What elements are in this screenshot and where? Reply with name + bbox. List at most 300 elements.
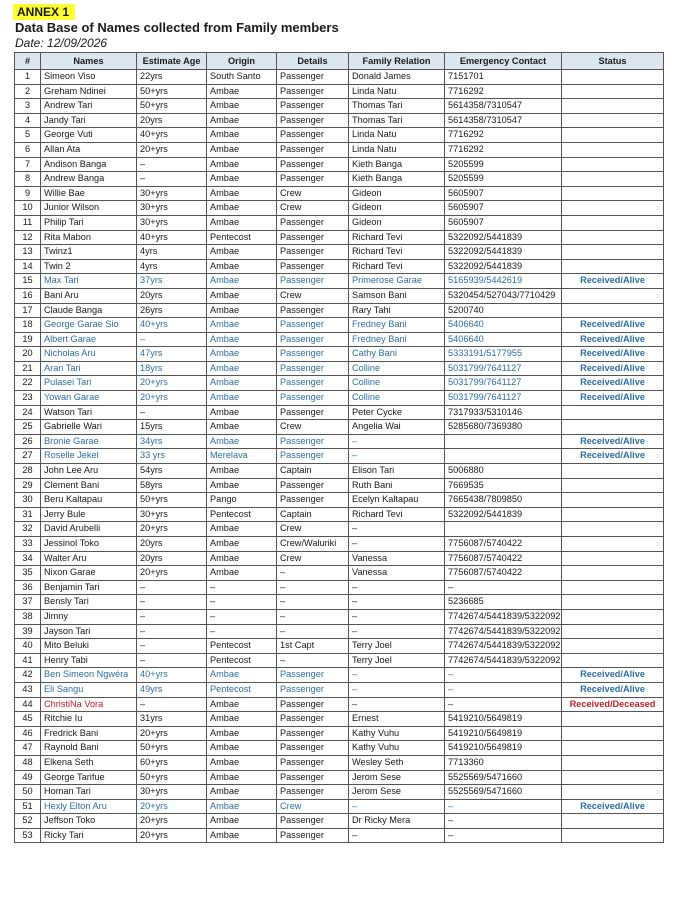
family-relation-cell: Colline [349, 391, 445, 406]
status-cell [562, 741, 664, 756]
emergency-contact-cell: 5614358/7310547 [445, 99, 562, 114]
table-row [15, 478, 664, 493]
name-cell: George Vuti [41, 128, 137, 143]
name-cell: Walter Aru [41, 551, 137, 566]
name-cell: George Tarifue [41, 770, 137, 785]
status-cell [562, 99, 664, 114]
age-cell: – [137, 697, 207, 712]
name-cell: Jessinol Toko [41, 537, 137, 552]
status-cell: Received/Alive [562, 347, 664, 362]
age-cell: 40+yrs [137, 128, 207, 143]
age-cell: – [137, 157, 207, 172]
emergency-contact-cell: 5322092/5441839 [445, 259, 562, 274]
family-relation-cell: Kathy Vuhu [349, 741, 445, 756]
emergency-contact-cell: 7713360 [445, 755, 562, 770]
family-relation-cell: Thomas Tari [349, 99, 445, 114]
age-cell: 20+yrs [137, 522, 207, 537]
row-number: 40 [15, 639, 41, 654]
origin-cell: Pentecost [207, 682, 277, 697]
family-relation-cell: Richard Tevi [349, 259, 445, 274]
status-cell [562, 785, 664, 800]
emergency-contact-cell: 5406640 [445, 332, 562, 347]
row-number: 17 [15, 303, 41, 318]
table-row [15, 712, 664, 727]
row-number: 36 [15, 580, 41, 595]
origin-cell: Ambae [207, 726, 277, 741]
table-row [15, 682, 664, 697]
row-number: 53 [15, 828, 41, 843]
age-cell: – [137, 624, 207, 639]
emergency-contact-cell: 5200740 [445, 303, 562, 318]
table-body [15, 70, 664, 843]
row-number: 51 [15, 799, 41, 814]
family-relation-cell: Thomas Tari [349, 113, 445, 128]
age-cell: – [137, 595, 207, 610]
name-cell: Jayson Tari [41, 624, 137, 639]
row-number: 13 [15, 245, 41, 260]
name-cell: Jeffson Toko [41, 814, 137, 829]
row-number: 34 [15, 551, 41, 566]
age-cell: 33 yrs [137, 449, 207, 464]
name-cell: Bani Aru [41, 288, 137, 303]
table-row [15, 420, 664, 435]
name-cell: George Garae Sio [41, 318, 137, 333]
origin-cell: Ambae [207, 566, 277, 581]
details-cell: Passenger [277, 682, 349, 697]
table-row [15, 624, 664, 639]
age-cell: 20yrs [137, 537, 207, 552]
emergency-contact-cell: 7669535 [445, 478, 562, 493]
table-row [15, 785, 664, 800]
details-cell: Crew/Waluriki [277, 537, 349, 552]
age-cell: 20+yrs [137, 726, 207, 741]
status-cell [562, 113, 664, 128]
origin-cell: Ambae [207, 288, 277, 303]
details-cell: Passenger [277, 318, 349, 333]
name-cell: Max Tari [41, 274, 137, 289]
emergency-contact-cell: 7665438/7809850 [445, 493, 562, 508]
table-row [15, 99, 664, 114]
table-row [15, 84, 664, 99]
table-row [15, 580, 664, 595]
status-cell [562, 493, 664, 508]
age-cell: 20+yrs [137, 376, 207, 391]
emergency-contact-cell: 5333191/5177955 [445, 347, 562, 362]
age-cell: 26yrs [137, 303, 207, 318]
status-cell [562, 142, 664, 157]
origin-cell: Ambae [207, 84, 277, 99]
table-row [15, 595, 664, 610]
origin-cell: Ambae [207, 799, 277, 814]
name-cell: Claude Banga [41, 303, 137, 318]
age-cell: – [137, 609, 207, 624]
origin-cell: Ambae [207, 99, 277, 114]
family-relation-cell: Gideon [349, 201, 445, 216]
details-cell: Passenger [277, 157, 349, 172]
details-cell: Passenger [277, 770, 349, 785]
family-relation-cell: – [349, 609, 445, 624]
age-cell: 20+yrs [137, 828, 207, 843]
details-cell: Passenger [277, 347, 349, 362]
family-relation-cell: Angelia Wai [349, 420, 445, 435]
name-cell: Ricky Tari [41, 828, 137, 843]
column-header-names: Names [41, 53, 137, 70]
status-cell [562, 624, 664, 639]
status-cell [562, 84, 664, 99]
details-cell: Passenger [277, 303, 349, 318]
emergency-contact-cell: 5322092/5441839 [445, 507, 562, 522]
name-cell: Albert Garae [41, 332, 137, 347]
age-cell: – [137, 332, 207, 347]
table-row [15, 566, 664, 581]
emergency-contact-cell: 5605907 [445, 215, 562, 230]
details-cell: Passenger [277, 434, 349, 449]
emergency-contact-cell: 7716292 [445, 128, 562, 143]
details-cell: Crew [277, 799, 349, 814]
status-cell [562, 653, 664, 668]
table-row [15, 770, 664, 785]
family-relation-cell: Gideon [349, 186, 445, 201]
details-cell: Passenger [277, 449, 349, 464]
name-cell: Clement Bani [41, 478, 137, 493]
details-cell: Passenger [277, 726, 349, 741]
table-row [15, 347, 664, 362]
origin-cell: Ambae [207, 318, 277, 333]
status-cell [562, 639, 664, 654]
age-cell: 20+yrs [137, 799, 207, 814]
family-relation-cell: Richard Tevi [349, 245, 445, 260]
emergency-contact-cell: 7756087/5740422 [445, 551, 562, 566]
origin-cell: Pentecost [207, 639, 277, 654]
name-cell: Yowan Garae [41, 391, 137, 406]
details-cell: Passenger [277, 84, 349, 99]
family-relation-cell: Kieth Banga [349, 157, 445, 172]
details-cell: Passenger [277, 697, 349, 712]
origin-cell: Ambae [207, 741, 277, 756]
emergency-contact-cell [445, 449, 562, 464]
details-cell: Captain [277, 464, 349, 479]
name-cell: Willie Bae [41, 186, 137, 201]
row-number: 27 [15, 449, 41, 464]
age-cell: 30+yrs [137, 785, 207, 800]
name-cell: Andrew Tari [41, 99, 137, 114]
origin-cell: Ambae [207, 201, 277, 216]
age-cell: 47yrs [137, 347, 207, 362]
origin-cell: Ambae [207, 420, 277, 435]
row-number: 10 [15, 201, 41, 216]
details-cell: Passenger [277, 376, 349, 391]
table-row [15, 157, 664, 172]
emergency-contact-cell: 5605907 [445, 186, 562, 201]
document-date: Date: 12/09/2026 [15, 36, 108, 50]
age-cell: – [137, 639, 207, 654]
details-cell: Passenger [277, 493, 349, 508]
table-row [15, 70, 664, 85]
origin-cell: Ambae [207, 361, 277, 376]
row-number: 16 [15, 288, 41, 303]
emergency-contact-cell: 5031799/7641127 [445, 391, 562, 406]
table-row [15, 215, 664, 230]
status-cell: Received/Alive [562, 318, 664, 333]
status-cell [562, 595, 664, 610]
table-row [15, 172, 664, 187]
origin-cell: Ambae [207, 347, 277, 362]
status-cell: Received/Alive [562, 274, 664, 289]
name-cell: Homan Tari [41, 785, 137, 800]
details-cell: Crew [277, 420, 349, 435]
origin-cell: Ambae [207, 113, 277, 128]
emergency-contact-cell: – [445, 682, 562, 697]
emergency-contact-cell: 7742674/5441839/5322092 [445, 639, 562, 654]
row-number: 19 [15, 332, 41, 347]
details-cell: – [277, 609, 349, 624]
row-number: 38 [15, 609, 41, 624]
name-cell: Nixon Garae [41, 566, 137, 581]
emergency-contact-cell: 7151701 [445, 70, 562, 85]
age-cell: 18yrs [137, 361, 207, 376]
status-cell: Received/Alive [562, 799, 664, 814]
family-relation-cell: – [349, 624, 445, 639]
origin-cell: Ambae [207, 668, 277, 683]
names-table [14, 52, 664, 843]
row-number: 30 [15, 493, 41, 508]
details-cell: Passenger [277, 332, 349, 347]
age-cell: – [137, 172, 207, 187]
status-cell [562, 420, 664, 435]
origin-cell: Ambae [207, 522, 277, 537]
age-cell: 15yrs [137, 420, 207, 435]
age-cell: 60+yrs [137, 755, 207, 770]
table-row [15, 639, 664, 654]
details-cell: Passenger [277, 785, 349, 800]
row-number: 1 [15, 70, 41, 85]
column-header-status: Status [562, 53, 664, 70]
table-row [15, 507, 664, 522]
emergency-contact-cell [445, 522, 562, 537]
origin-cell: Ambae [207, 245, 277, 260]
table-row [15, 303, 664, 318]
row-number: 47 [15, 741, 41, 756]
row-number: 2 [15, 84, 41, 99]
origin-cell: Ambae [207, 186, 277, 201]
age-cell: 40+yrs [137, 318, 207, 333]
origin-cell: Ambae [207, 259, 277, 274]
table-row [15, 274, 664, 289]
family-relation-cell: Dr Ricky Mera [349, 814, 445, 829]
status-cell [562, 755, 664, 770]
status-cell: Received/Alive [562, 434, 664, 449]
emergency-contact-cell: 5285680/7369380 [445, 420, 562, 435]
details-cell: Passenger [277, 361, 349, 376]
origin-cell: Ambae [207, 142, 277, 157]
status-cell [562, 609, 664, 624]
status-cell [562, 70, 664, 85]
table-row [15, 186, 664, 201]
row-number: 48 [15, 755, 41, 770]
table-header-row [15, 53, 664, 70]
origin-cell: Ambae [207, 537, 277, 552]
name-cell: Andrew Banga [41, 172, 137, 187]
details-cell: Passenger [277, 172, 349, 187]
details-cell: Passenger [277, 230, 349, 245]
origin-cell: Ambae [207, 828, 277, 843]
age-cell: 49yrs [137, 682, 207, 697]
age-cell: 50+yrs [137, 493, 207, 508]
name-cell: Hexly Elton Aru [41, 799, 137, 814]
age-cell: – [137, 653, 207, 668]
status-cell [562, 128, 664, 143]
status-cell [562, 405, 664, 420]
details-cell: – [277, 580, 349, 595]
family-relation-cell: Richard Tevi [349, 230, 445, 245]
emergency-contact-cell: – [445, 697, 562, 712]
table-row [15, 668, 664, 683]
row-number: 18 [15, 318, 41, 333]
details-cell: – [277, 653, 349, 668]
age-cell: 20+yrs [137, 142, 207, 157]
family-relation-cell: Linda Natu [349, 142, 445, 157]
origin-cell: Ambae [207, 712, 277, 727]
age-cell: 20+yrs [137, 391, 207, 406]
name-cell: Ritchie Iu [41, 712, 137, 727]
column-header-origin: Origin [207, 53, 277, 70]
row-number: 11 [15, 215, 41, 230]
origin-cell: Ambae [207, 172, 277, 187]
row-number: 43 [15, 682, 41, 697]
age-cell: 4yrs [137, 245, 207, 260]
family-relation-cell: Vanessa [349, 551, 445, 566]
age-cell: 50+yrs [137, 99, 207, 114]
row-number: 9 [15, 186, 41, 201]
table-row [15, 245, 664, 260]
emergency-contact-cell: 7756087/5740422 [445, 566, 562, 581]
row-number: 14 [15, 259, 41, 274]
status-cell [562, 215, 664, 230]
details-cell: Passenger [277, 259, 349, 274]
details-cell: Passenger [277, 245, 349, 260]
origin-cell: Pentecost [207, 507, 277, 522]
table-row [15, 522, 664, 537]
status-cell: Received/Alive [562, 376, 664, 391]
age-cell: 30+yrs [137, 215, 207, 230]
status-cell [562, 814, 664, 829]
origin-cell: South Santo [207, 70, 277, 85]
details-cell: Passenger [277, 814, 349, 829]
origin-cell: Pentecost [207, 230, 277, 245]
name-cell: Raynold Bani [41, 741, 137, 756]
status-cell: Received/Alive [562, 668, 664, 683]
name-cell: Aran Tari [41, 361, 137, 376]
status-cell: Received/Alive [562, 332, 664, 347]
age-cell: 54yrs [137, 464, 207, 479]
emergency-contact-cell: – [445, 814, 562, 829]
table-row [15, 697, 664, 712]
details-cell: Passenger [277, 99, 349, 114]
status-cell [562, 288, 664, 303]
age-cell: 20yrs [137, 288, 207, 303]
family-relation-cell: Ruth Bani [349, 478, 445, 493]
table-row [15, 799, 664, 814]
age-cell: 30+yrs [137, 186, 207, 201]
column-header-details: Details [277, 53, 349, 70]
details-cell: 1st Capt [277, 639, 349, 654]
emergency-contact-cell: 5006880 [445, 464, 562, 479]
family-relation-cell: Samson Bani [349, 288, 445, 303]
emergency-contact-cell [445, 434, 562, 449]
age-cell: 20yrs [137, 551, 207, 566]
emergency-contact-cell: 5031799/7641127 [445, 361, 562, 376]
family-relation-cell: Terry Joel [349, 639, 445, 654]
family-relation-cell: Jerom Sese [349, 770, 445, 785]
row-number: 22 [15, 376, 41, 391]
status-cell [562, 303, 664, 318]
origin-cell: Ambae [207, 128, 277, 143]
name-cell: Roselle Jekel [41, 449, 137, 464]
details-cell: Crew [277, 186, 349, 201]
origin-cell: Ambae [207, 755, 277, 770]
status-cell [562, 537, 664, 552]
emergency-contact-cell: 7716292 [445, 84, 562, 99]
family-relation-cell: Peter Cycke [349, 405, 445, 420]
age-cell: 40+yrs [137, 230, 207, 245]
origin-cell: Ambae [207, 434, 277, 449]
emergency-contact-cell: 5322092/5441839 [445, 230, 562, 245]
origin-cell: Ambae [207, 157, 277, 172]
age-cell: 4yrs [137, 259, 207, 274]
name-cell: ChristiNa Vora [41, 697, 137, 712]
emergency-contact-cell: 5419210/5649819 [445, 726, 562, 741]
row-number: 44 [15, 697, 41, 712]
name-cell: John Lee Aru [41, 464, 137, 479]
emergency-contact-cell: 5406640 [445, 318, 562, 333]
status-cell [562, 157, 664, 172]
name-cell: Benjamin Tari [41, 580, 137, 595]
name-cell: Beru Kaltapau [41, 493, 137, 508]
family-relation-cell: Colline [349, 361, 445, 376]
name-cell: Bronie Garae [41, 434, 137, 449]
age-cell: 50+yrs [137, 770, 207, 785]
row-number: 50 [15, 785, 41, 800]
family-relation-cell: Kieth Banga [349, 172, 445, 187]
family-relation-cell: Cathy Bani [349, 347, 445, 362]
status-cell [562, 566, 664, 581]
name-cell: Gabrielle Wari [41, 420, 137, 435]
name-cell: Greham Ndinei [41, 84, 137, 99]
status-cell [562, 245, 664, 260]
table-row [15, 332, 664, 347]
column-header-age: Estimate Age [137, 53, 207, 70]
origin-cell: Ambae [207, 770, 277, 785]
details-cell: Captain [277, 507, 349, 522]
name-cell: David Arubelli [41, 522, 137, 537]
status-cell [562, 201, 664, 216]
name-cell: Rita Mabon [41, 230, 137, 245]
origin-cell: Ambae [207, 332, 277, 347]
table-row [15, 142, 664, 157]
details-cell: Passenger [277, 478, 349, 493]
family-relation-cell: – [349, 580, 445, 595]
emergency-contact-cell: 5525569/5471660 [445, 770, 562, 785]
emergency-contact-cell: – [445, 668, 562, 683]
family-relation-cell: Donald James [349, 70, 445, 85]
age-cell: – [137, 405, 207, 420]
name-cell: Henry Tabi [41, 653, 137, 668]
age-cell: 37yrs [137, 274, 207, 289]
family-relation-cell: Primerose Garae [349, 274, 445, 289]
family-relation-cell: Kathy Vuhu [349, 726, 445, 741]
age-cell: 50+yrs [137, 84, 207, 99]
origin-cell: Ambae [207, 405, 277, 420]
